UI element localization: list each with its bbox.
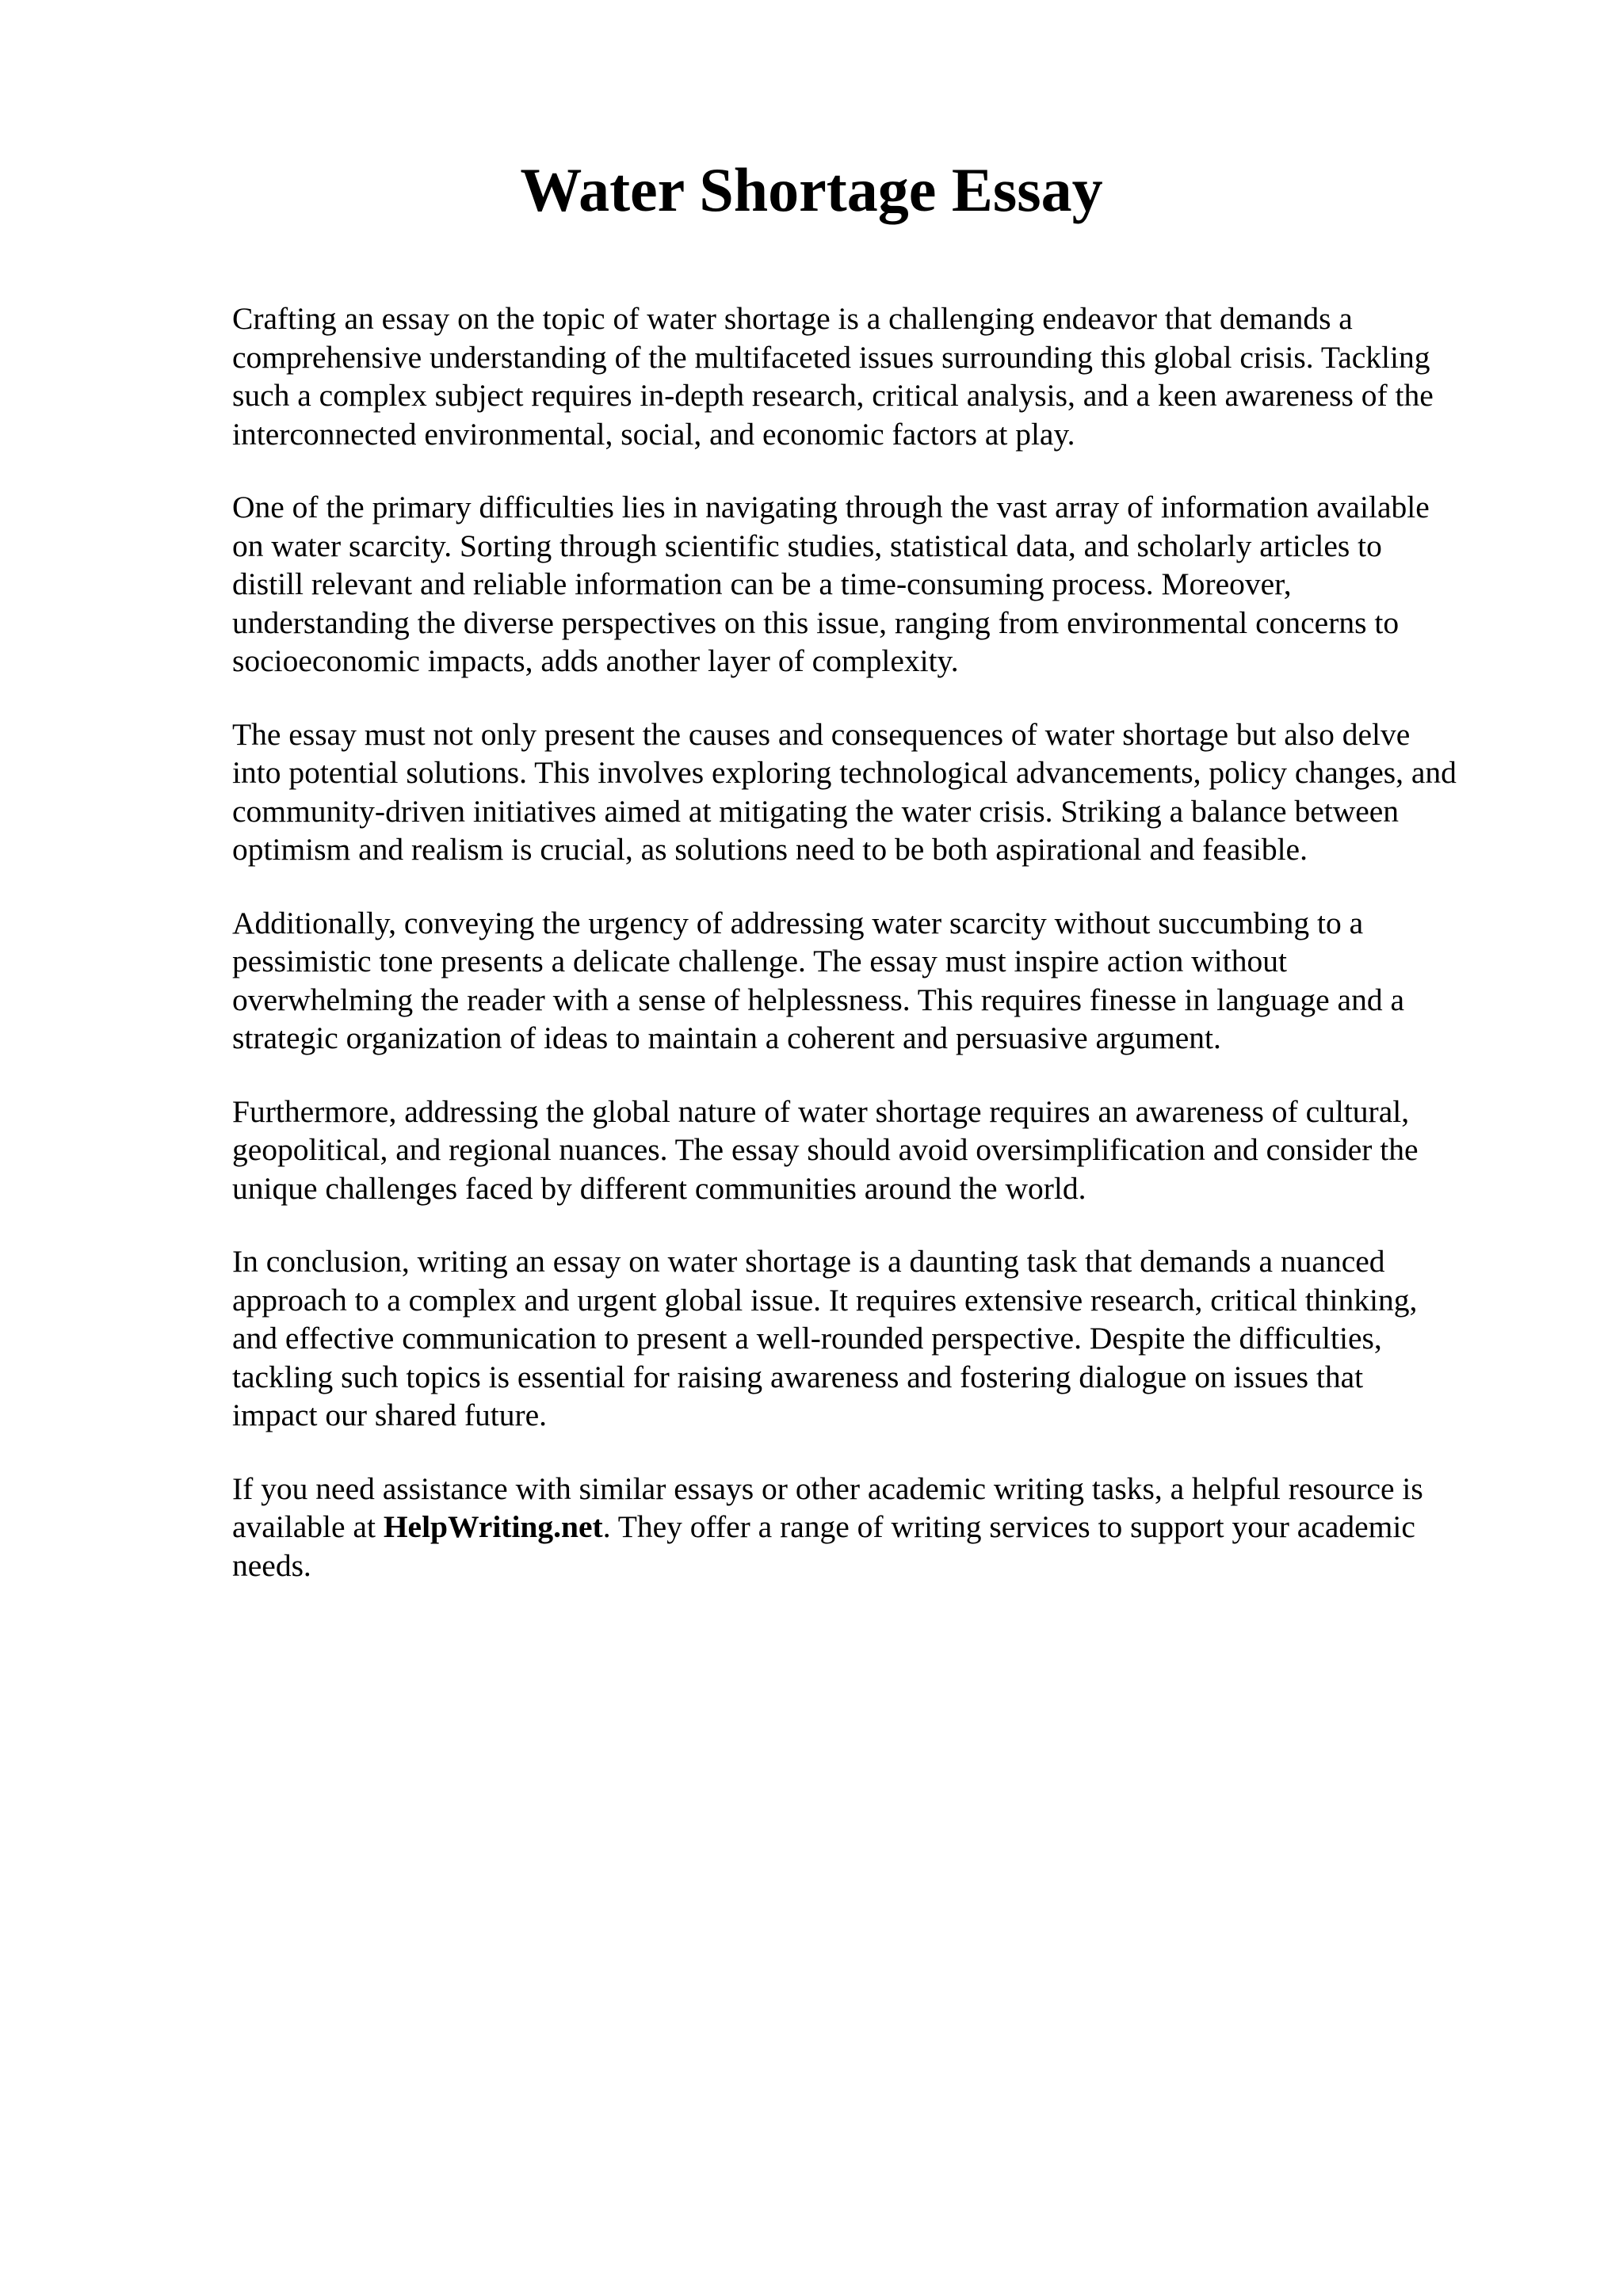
paragraph-1: Crafting an essay on the topic of water shortage is a challenging endeavor that demands a comprehensive understanding of the multifaceted issues surrounding this global crisis. Tackling such a complex subject requires in-depth research, critical analysis, and a keen awareness of the interconnected environmental, social, and economic factors at play.: [232, 301, 1434, 452]
paragraph-3: The essay must not only present the causes and consequences of water shortage but also delve into potential solutions. This involves exploring technological advancements, policy changes, and community-driven initiatives aimed at mitigating the water crisis. Striking a balance between optimism and realism is crucial, as solutions need to be both aspirational and feasible.: [232, 716, 1457, 867]
document-title: Water Shortage Essay: [520, 155, 1103, 224]
essay-body: [232, 299, 1532, 1619]
paragraph-4: Additionally, conveying the urgency of addressing water scarcity without succumbing to a pessimistic tone presents a delicate challenge. The essay must inspire action without overwhelming the reader with a sense of helplessness. This requires finesse in language and a strategic organization of ideas to maintain a coherent and persuasive argument.: [232, 905, 1404, 1055]
paragraph-5: Furthermore, addressing the global nature of water shortage requires an awareness of cultural, geopolitical, and regional nuances. The essay should avoid oversimplification and consider the unique challenges faced by different communities around the world.: [232, 1093, 1419, 1206]
paragraph-2: One of the primary difficulties lies in navigating through the vast array of information available on water scarcity. Sorting through scientific studies, statistical data, and scholarly articles to distill relevant and reliable information can be a time-consuming process. Moreover, understanding the diverse perspectives on this issue, ranging from environmental concerns to socioeconomic impacts, adds another layer of complexity.: [232, 490, 1430, 678]
closing-text-before-link: If you need assistance with similar essays or other academic writing tasks, a helpful resource is available at: [232, 1470, 1423, 1544]
closing-paragraph: [232, 1470, 1532, 1585]
paragraph-6: In conclusion, writing an essay on water shortage is a daunting task that demands a nuanced approach to a complex and urgent global issue. It requires extensive research, critical thinking, and effective communication to present a well-rounded perspective. Despite the difficulties, tackling such topics is essential for raising awareness and fostering dialogue on issues that impact our shared future.: [232, 1244, 1418, 1432]
helpwriting-link[interactable]: HelpWriting.net: [383, 1509, 603, 1544]
closing-text-after-link: . They offer a range of writing services to support your academic needs.: [232, 1509, 1415, 1583]
